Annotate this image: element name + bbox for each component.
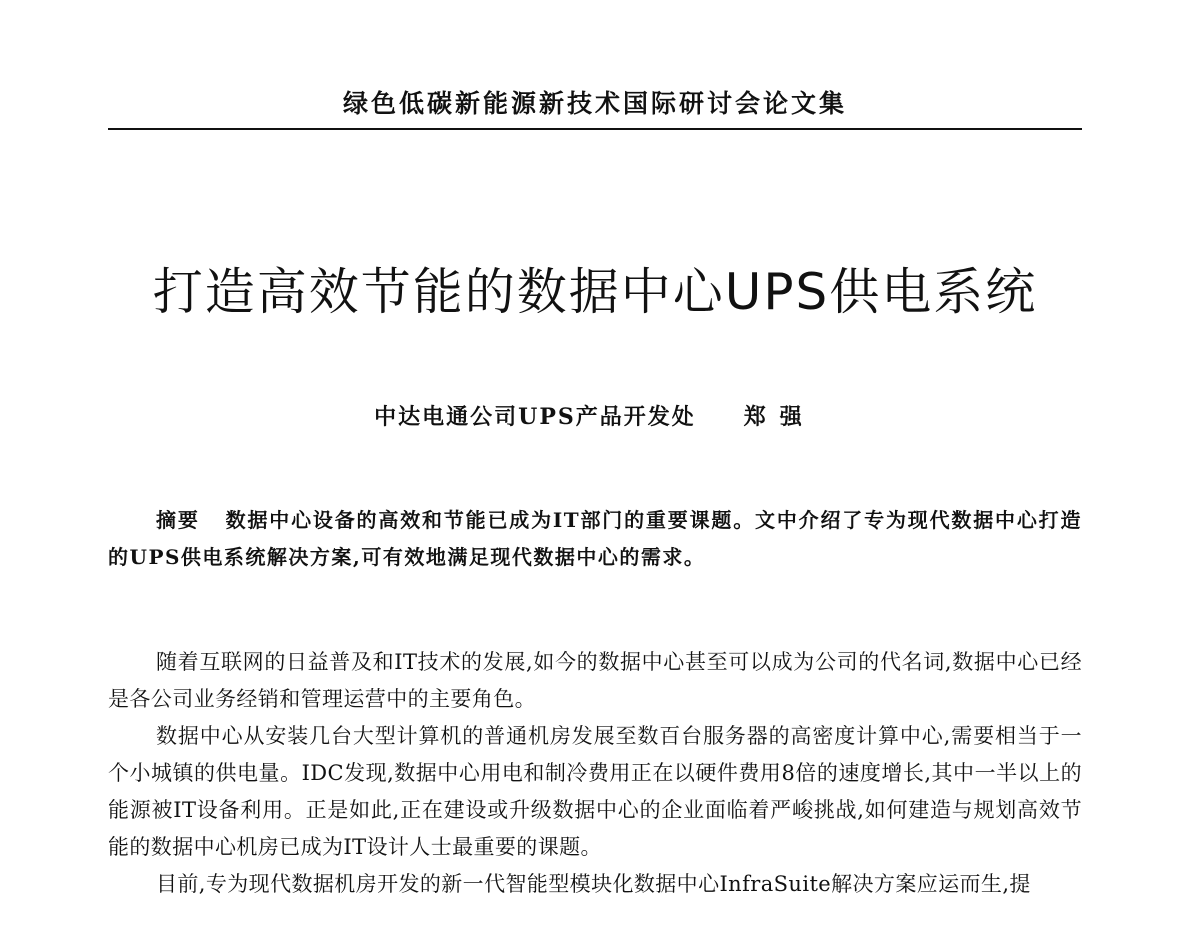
body-paragraph: 随着互联网的日益普及和IT技术的发展,如今的数据中心甚至可以成为公司的代名词,数据中心已经是各公司业务经销和管理运营中的主要角色。 [108, 650, 1082, 711]
body-paragraph: 目前,专为现代数据机房开发的新一代智能型模块化数据中心InfraSuite解决方案应运而生,提 [156, 872, 1031, 896]
author-name: 郑强 [743, 404, 816, 430]
abstract [108, 502, 1082, 576]
abstract-text: 数据中心设备的高效和节能已成为IT部门的重要课题。文中介绍了专为现代数据中心打造的UPS供电系统解决方案,可有效地满足现代数据中心的需求。 [108, 508, 1082, 569]
body-paragraph: 数据中心从安装几台大型计算机的普通机房发展至数百台服务器的高密度计算中心,需要相当于一个小城镇的供电量。IDC发现,数据中心用电和制冷费用正在以硬件费用8倍的速度增长,其中一半以上的能源被IT设备利用。正是如此,正在建设或升级数据中心的企业面临着严峻挑战,如何建造与规划高效节能的数据中心机房已成为IT设计人士最重要的课题。 [108, 724, 1082, 859]
body-text [108, 644, 1082, 903]
author-affiliation: 中达电通公司UPS产品开发处 [374, 404, 696, 430]
header-rule [108, 128, 1082, 130]
paper-title: 打造高效节能的数据中心UPS供电系统 [152, 263, 1038, 321]
running-header: 绿色低碳新能源新技术国际研讨会论文集 [342, 89, 847, 118]
byline [108, 400, 1082, 431]
abstract-label: 摘要 [156, 508, 200, 532]
